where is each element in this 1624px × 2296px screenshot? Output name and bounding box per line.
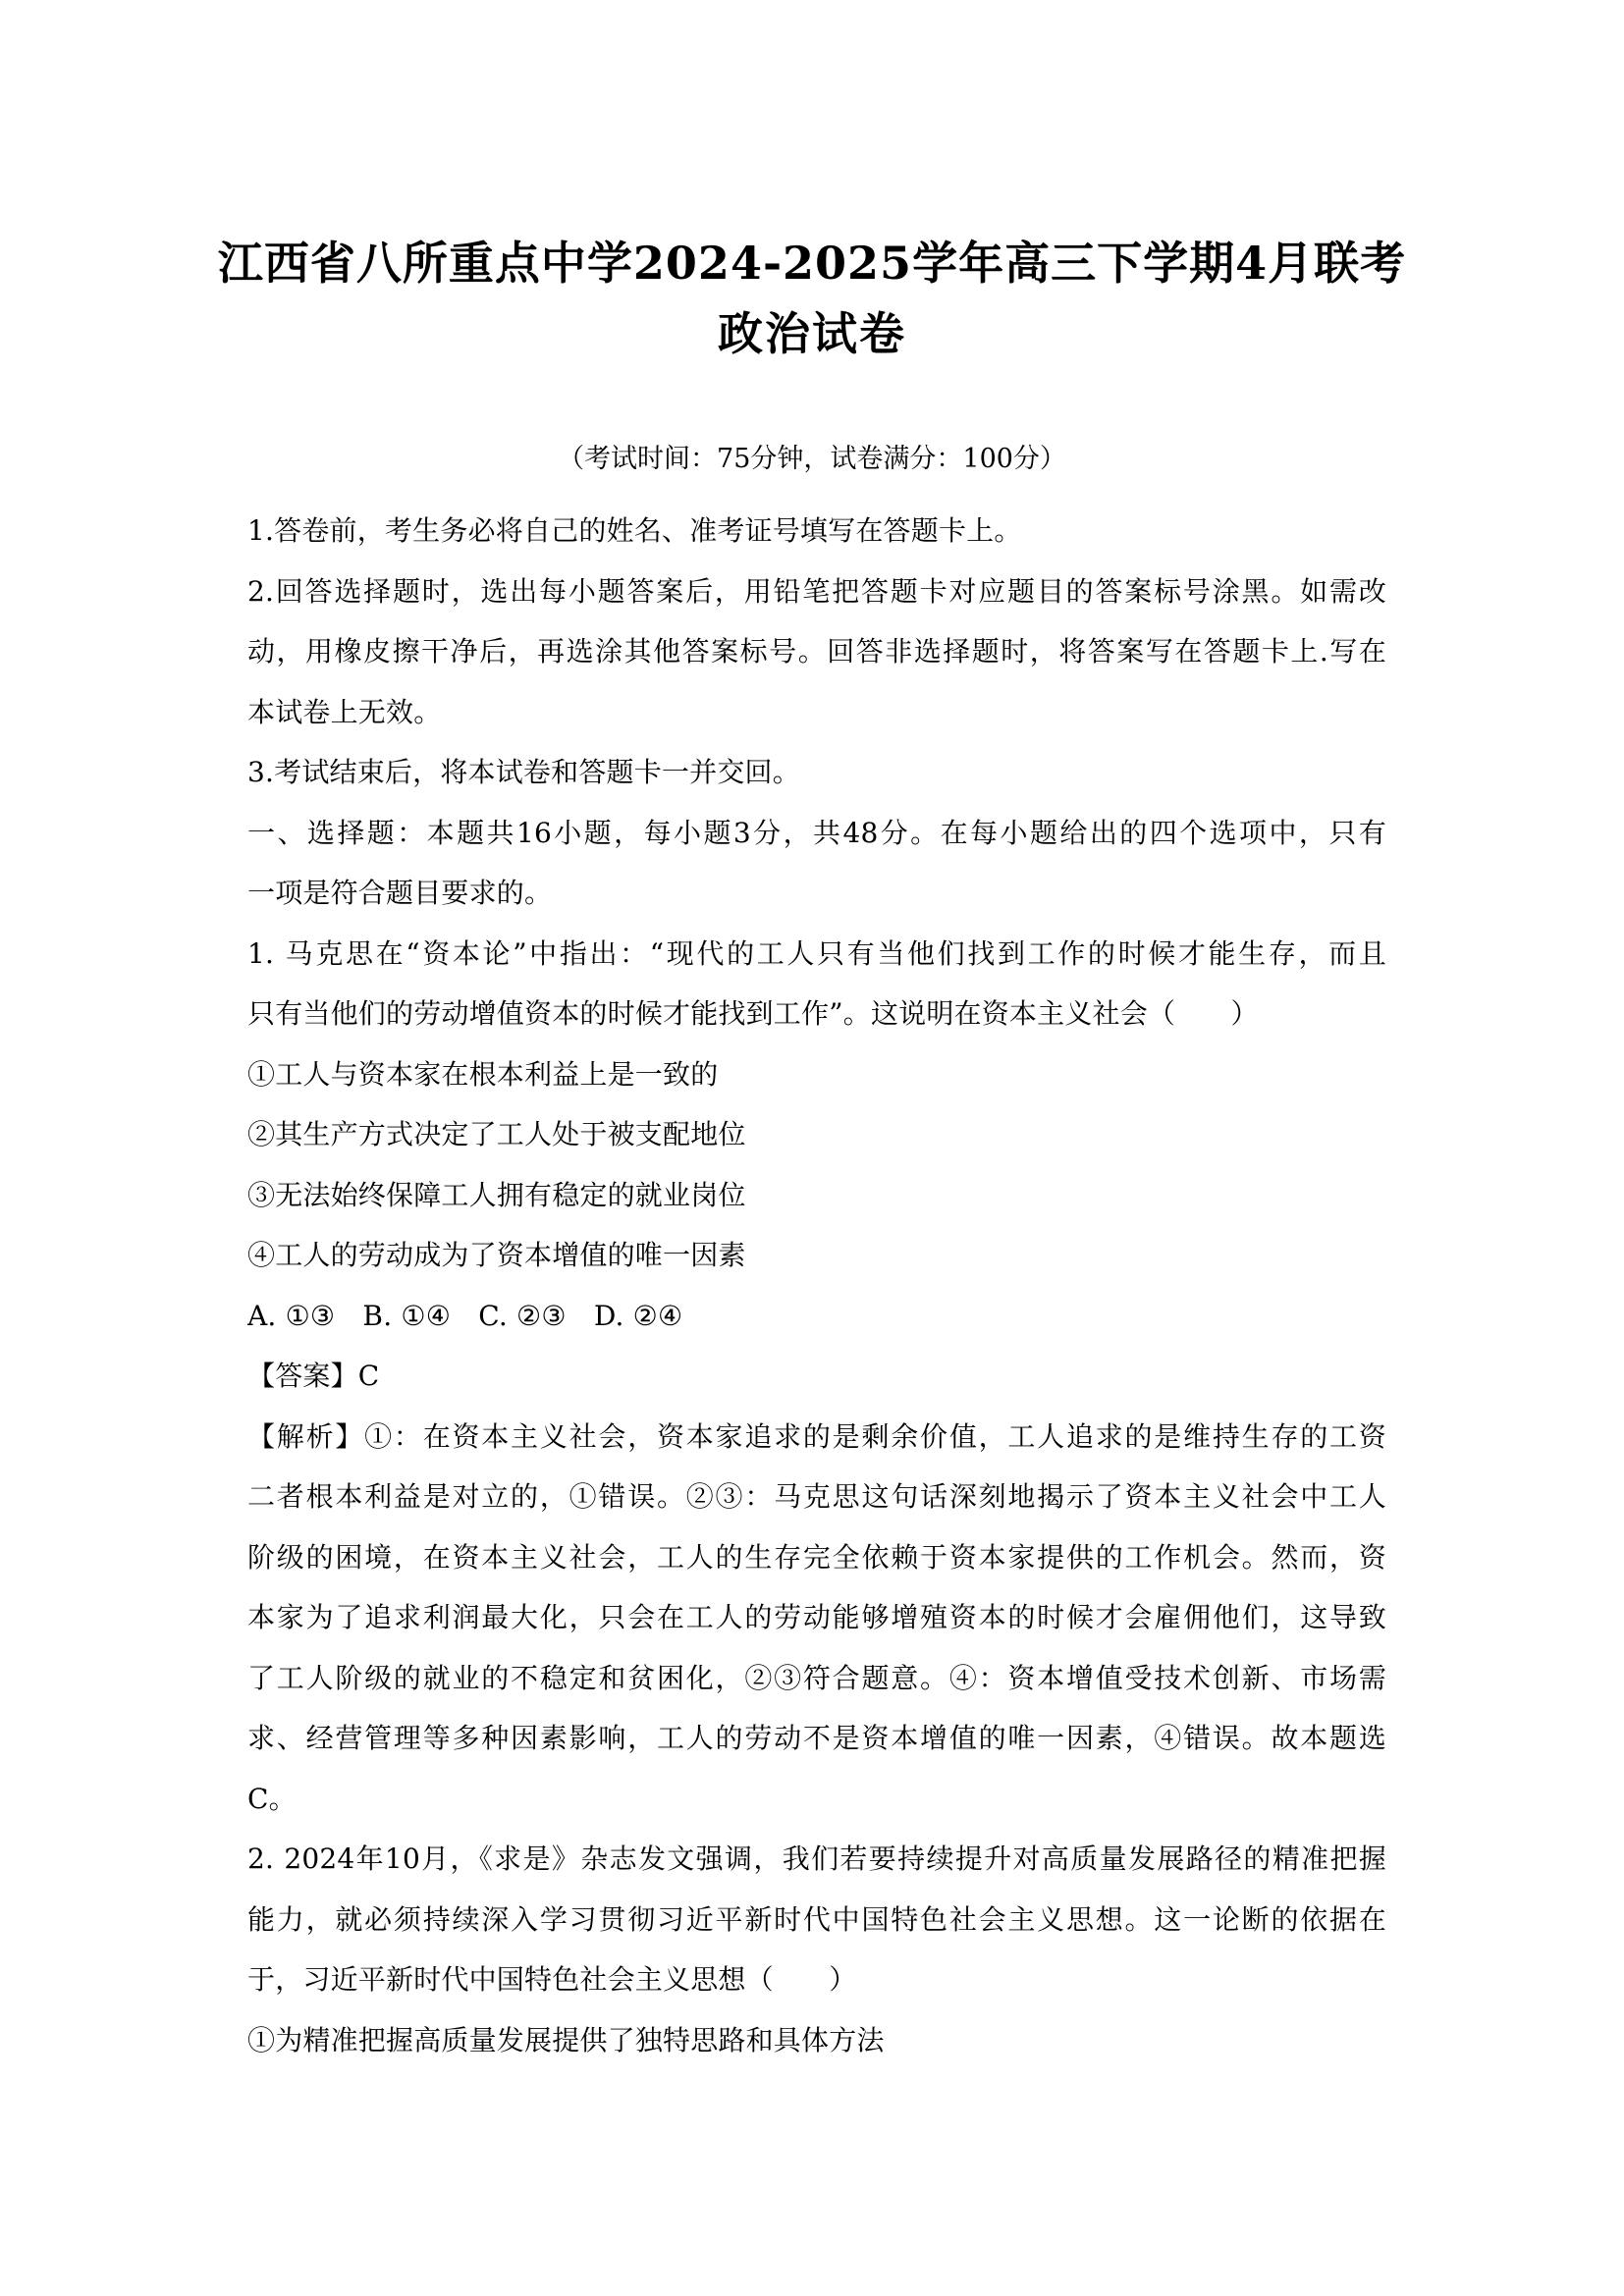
instruction-line: 动，用橡皮擦干净后，再选涂其他答案标号。回答非选择题时，将答案写在答题卡上.写在 (247, 635, 1386, 667)
question-statement: ①工人与资本家在根本利益上是一致的 (247, 1057, 719, 1091)
exam-title: 江西省八所重点中学2024-2025学年高三下学期4月联考 (217, 237, 1407, 290)
question-2 (247, 1829, 1386, 2070)
instruction-2 (247, 561, 1386, 743)
analysis-line: 本家为了追求利润最大化，只会在工人的劳动能够增殖资本的时候才会雇佣他们，这导致 (247, 1601, 1386, 1633)
instruction-line: 2.回答选择题时，选出每小题答案后，用铅笔把答题卡对应题目的答案标号涂黑。如需改 (247, 574, 1386, 608)
question-stem-line: 能力，就必须持续深入学习贯彻习近平新时代中国特色社会主义思想。这一论断的依据在 (247, 1902, 1386, 1936)
question-stem-line: 1. 马克思在“资本论”中指出：“现代的工人只有当他们找到工作的时候才能生存，而且 (247, 936, 1386, 970)
analysis-line: 了工人阶级的就业的不稳定和贫困化，②③符合题意。④：资本增值受技术创新、市场需 (247, 1661, 1386, 1694)
question-1 (247, 924, 1386, 1830)
section-header (247, 803, 1386, 924)
instruction-line: 3.考试结束后，将本试卷和答题卡一并交回。 (247, 756, 800, 788)
section-header-line: 一项是符合题目要求的。 (247, 877, 553, 909)
instruction-line: 1.答卷前，考生务必将自己的姓名、准考证号填写在答题卡上。 (247, 514, 1022, 547)
question-statement: ④工人的劳动成为了资本增值的唯一因素 (247, 1239, 746, 1271)
analysis-line: 【解析】①：在资本主义社会，资本家追求的是剩余价值，工人追求的是维持生存的工资 (247, 1419, 1386, 1453)
analysis-line: 阶级的困境，在资本主义社会，工人的生存完全依赖于资本家提供的工作机会。然而，资 (247, 1540, 1386, 1574)
question-statement: ①为精准把握高质量发展提供了独特思路和具体方法 (247, 2023, 885, 2056)
question-stem-line: 只有当他们的劳动增值资本的时候才能找到工作”。这说明在资本主义社会（ ） (247, 997, 1259, 1030)
question-options: A. ①③ B. ①④ C. ②③ D. ②④ (247, 1299, 683, 1332)
exam-subtitle: 政治试卷 (718, 307, 906, 360)
analysis-line: 二者根本利益是对立的，①错误。②③：马克思这句话深刻地揭示了资本主义社会中工人 (247, 1480, 1386, 1513)
exam-info: （考试时间：75分钟，试卷满分：100分） (558, 444, 1066, 474)
question-stem-line: 2. 2024年10月，《求是》杂志发文强调，我们若要持续提升对高质量发展路径的精准把握 (247, 1842, 1386, 1875)
exam-body (247, 501, 1386, 2070)
question-statement: ③无法始终保障工人拥有稳定的就业岗位 (247, 1178, 746, 1211)
question-statement: ②其生产方式决定了工人处于被支配地位 (247, 1118, 746, 1150)
instruction-3 (247, 742, 1386, 803)
question-answer: 【答案】C (247, 1360, 380, 1392)
analysis-line: 求、经营管理等多种因素影响，工人的劳动不是资本增值的唯一因素，④错误。故本题选 (247, 1722, 1386, 1754)
analysis-line: C。 (247, 1782, 297, 1815)
section-header-line: 一、选择题：本题共16小题，每小题3分，共48分。在每小题给出的四个选项中，只有 (247, 816, 1386, 849)
instruction-line: 本试卷上无效。 (247, 695, 442, 728)
instruction-1 (247, 501, 1386, 561)
question-stem-line: 于，习近平新时代中国特色社会主义思想（ ） (247, 1963, 857, 1996)
